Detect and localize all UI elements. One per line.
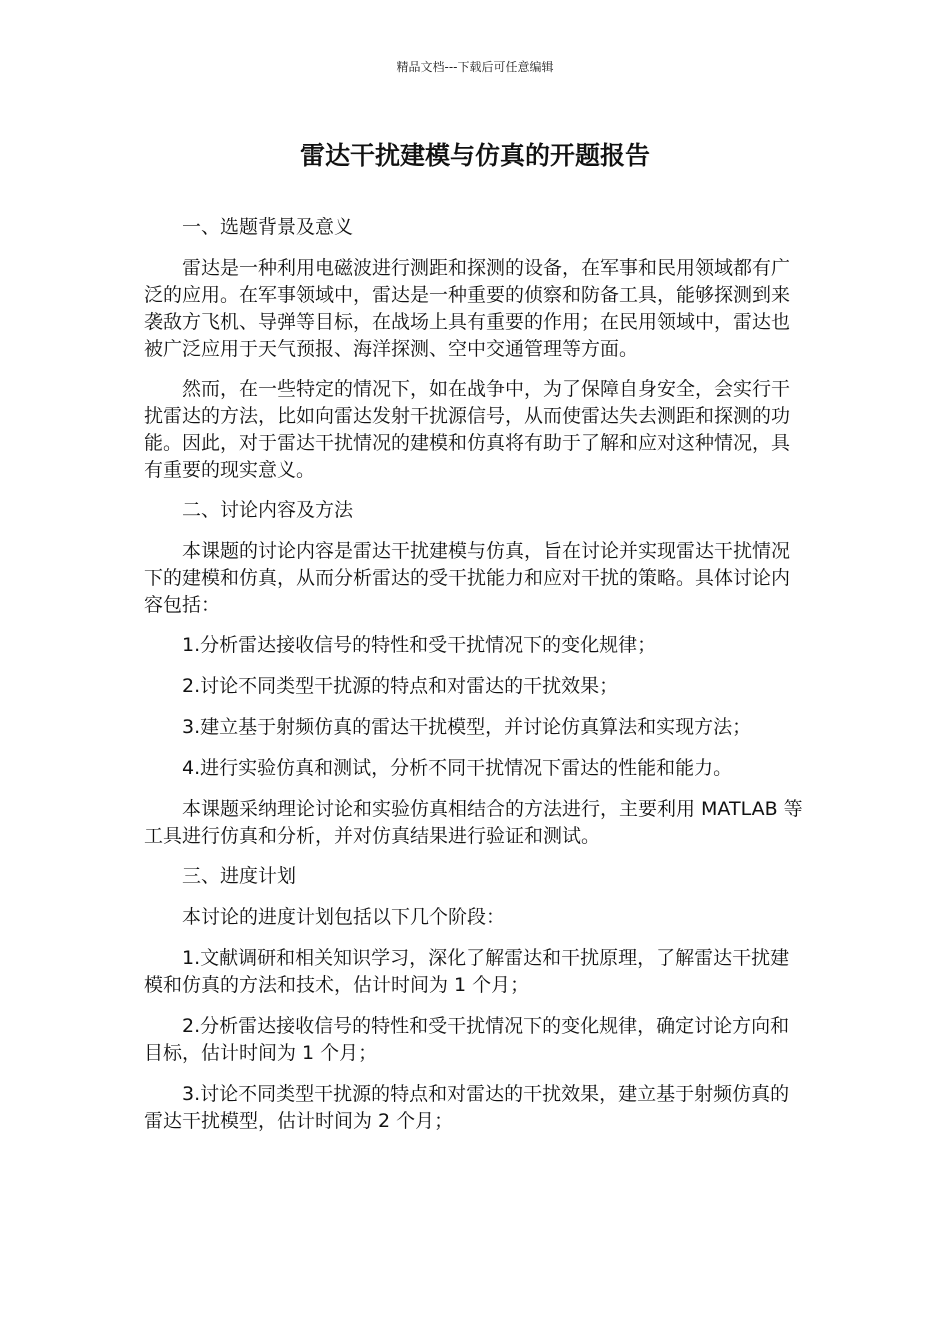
- paragraph-radar-intro: 雷达是一种利用电磁波进行测距和探测的设备，在军事和民用领域都有广泛的应用。在军事领域中，雷达是一种重要的侦察和防备工具，能够探测到来袭敌方飞机、导弹等目标，在战场上具有重要的作用；在民用领域中，雷达也被广泛应用于天气预报、海洋探测、空中交通管理等方面。: [144, 257, 791, 360]
- document-body: [144, 214, 804, 1149]
- paragraph-jamming-significance: 然而，在一些特定的情况下，如在战争中，为了保障自身安全，会实行干扰雷达的方法，比如向雷达发射干扰源信号，从而使雷达失去测距和探测的功能。因此，对于雷达干扰情况的建模和仿真将有助于了解和应对这种情况，具有重要的现实意义。: [144, 378, 791, 481]
- list-item: 4.进行实验仿真和测试，分析不同干扰情况下雷达的性能和能力。: [182, 757, 733, 779]
- list-item: 2.讨论不同类型干扰源的特点和对雷达的干扰效果；: [182, 675, 619, 697]
- paragraph-schedule-intro: 本讨论的进度计划包括以下几个阶段：: [182, 906, 506, 928]
- section-heading-schedule: 三、进度计划: [182, 865, 297, 887]
- header-note: 精品文档---下载后可任意编辑: [396, 60, 554, 74]
- section-heading-content-method: 二、讨论内容及方法: [182, 499, 354, 521]
- list-item: 1.文献调研和相关知识学习，深化了解雷达和干扰原理，了解雷达干扰建模和仿真的方法和技术，估计时间为 1 个月；: [144, 947, 790, 996]
- paragraph-research-method: 本课题采纳理论讨论和实验仿真相结合的方法进行，主要利用 MATLAB 等工具进行仿真和分析，并对仿真结果进行验证和测试。: [144, 798, 803, 847]
- list-item: 3.建立基于射频仿真的雷达干扰模型，并讨论仿真算法和实现方法；: [182, 716, 752, 738]
- paragraph-research-content: 本课题的讨论内容是雷达干扰建模与仿真，旨在讨论并实现雷达干扰情况下的建模和仿真，从而分析雷达的受干扰能力和应对干扰的策略。具体讨论内容包括：: [144, 540, 791, 616]
- list-item: 1.分析雷达接收信号的特性和受干扰情况下的变化规律；: [182, 634, 657, 656]
- section-heading-background: 一、选题背景及意义: [182, 216, 354, 238]
- document-title: 雷达干扰建模与仿真的开题报告: [299, 141, 650, 170]
- list-item: 2.分析雷达接收信号的特性和受干扰情况下的变化规律，确定讨论方向和目标，估计时间为 1 个月；: [144, 1015, 790, 1064]
- list-item: 3.讨论不同类型干扰源的特点和对雷达的干扰效果，建立基于射频仿真的雷达干扰模型，估计时间为 2 个月；: [144, 1083, 790, 1132]
